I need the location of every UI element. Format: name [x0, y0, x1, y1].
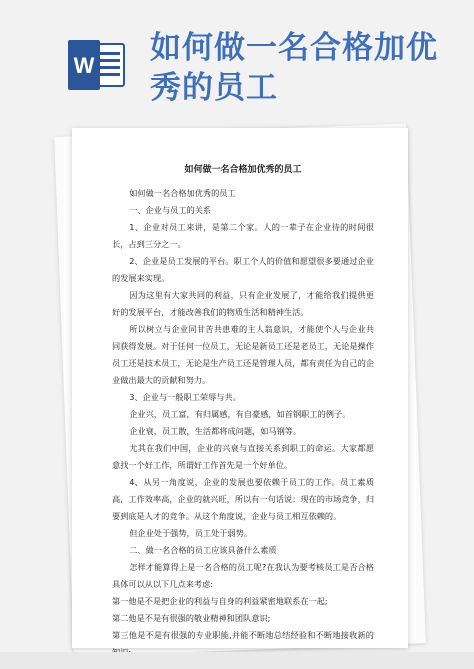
paragraph: 如何做一名合格加优秀的员工 [129, 188, 236, 198]
paragraph: 但企业处于强势，员工处于弱势。 [129, 528, 253, 538]
paragraph: 因为这里有大家共同的利益，只有企业发展了，才能给我们提供更好的发展平台，才能改善我们的物质生活和精神生活。 [112, 290, 374, 317]
paragraph: 怎样才能算得上是一名合格的员工呢?在我认为要考核员工是否合格具体可以从以下几点来考虑: [112, 562, 374, 589]
paragraph: 一、企业与员工的关系 [129, 205, 212, 215]
paragraph: 尤其在我们中国，企业的兴衰与直接关系到职工的命运。大家都愿意找一个好工作，所谓好工作首先是一个好单位。 [112, 443, 374, 470]
paragraph: 企业兴，员工富，有归属感，有自豪感，如首钢职工的例子。 [129, 409, 351, 419]
paragraph: 第一他是不是把企业的利益与自身的利益紧密地联系在一起; [112, 596, 328, 606]
paragraph: 3、企业与一般职工荣辱与共。 [129, 392, 241, 402]
logo-letter: W [73, 53, 95, 78]
document-title: 如何做一名合格加优秀的员工 [184, 165, 302, 175]
bottom-watermark-strip [0, 652, 474, 669]
paragraph: 企业衰，员工散，生活都将成问题，如马钢等。 [129, 426, 302, 436]
paragraph: 二、做一名合格的员工应该具备什么素质 [129, 545, 277, 555]
banner-header [0, 0, 474, 118]
document-body [112, 162, 374, 661]
paragraph: 所以树立与企业同甘苦共患难的主人翁意识，才能使个人与企业共同获得发展。对于任何一位员工，无论是新员工还是老员工，无论是操作员工还是技术员工，无论是生产员工还是管理人员，都有责任为自己的企业做出最大的贡献和努力。 [112, 324, 375, 385]
paragraph: 4、从另一角度说，企业的发展也要依赖于员工的工作。员工素质高，工作效率高，企业的就兴旺，所以有一句话说：现在的市场竞争，归要到底是人才的竞争。从这个角度说，企业与员工相互依赖的。 [112, 477, 375, 521]
paragraph: 第二他是不是有很强的敬业精神和团队意识; [112, 613, 271, 623]
paragraph: 2、企业是员工发展的平台。职工个人的价值和愿望很多要通过企业的发展来实现。 [112, 256, 374, 283]
word-document-icon [68, 40, 126, 90]
paragraph: 1、企业对员工来讲，是第二个家。人的一辈子在企业待的时间很长，占到三分之一。 [112, 222, 374, 249]
page-title: 如何做一名合格加优秀的员工 [150, 30, 438, 106]
paragraph: 第三他是不是有很强的专业职能,并能不断地总结经验和不断地接收新的 [112, 630, 374, 640]
